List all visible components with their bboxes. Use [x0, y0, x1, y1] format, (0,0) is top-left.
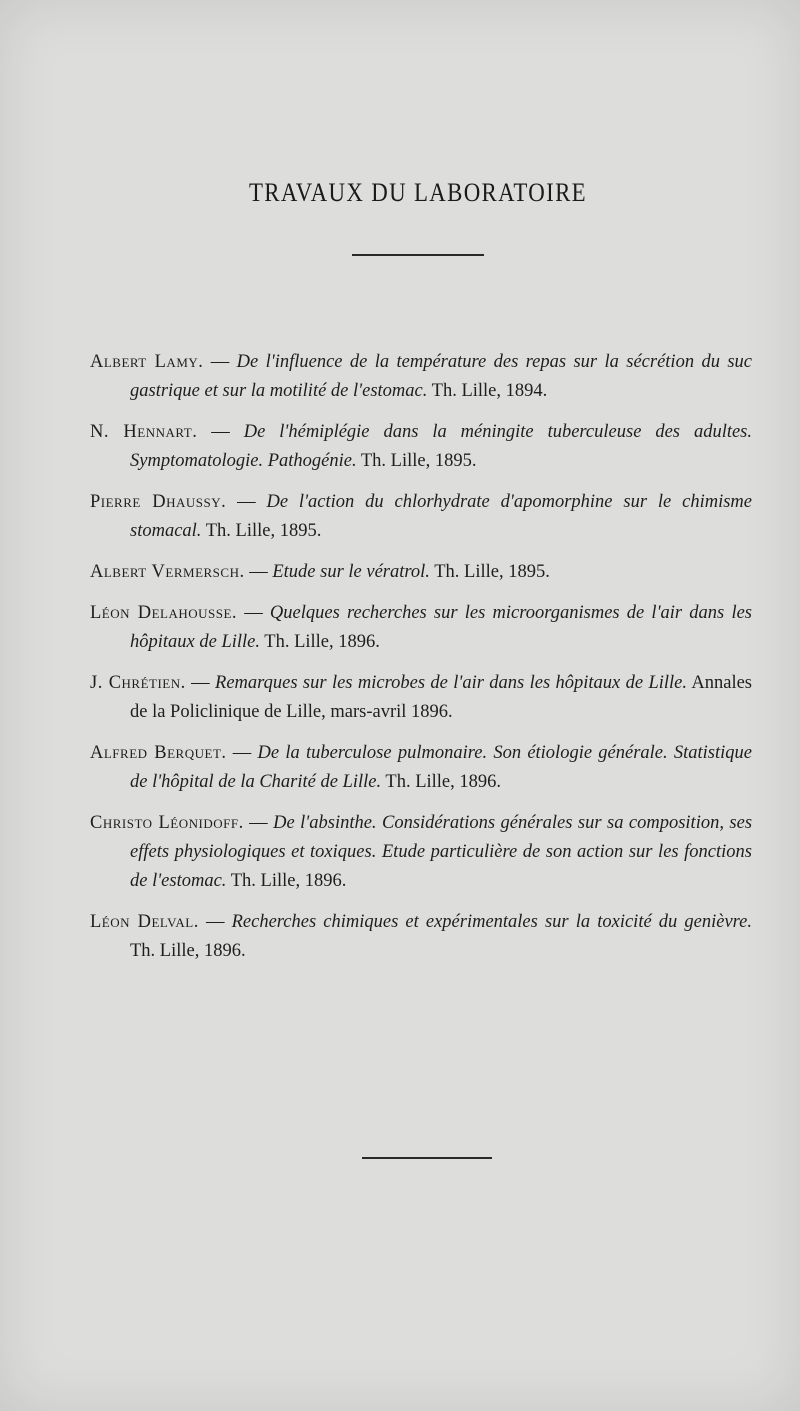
bibliography-entry: [90, 908, 752, 966]
entry-title: Remarques sur les microbes de l'air dans les hôpitaux de Lille.: [215, 673, 688, 693]
entry-author: Alfred Berquet.: [90, 743, 227, 763]
bibliography-entry: [90, 809, 752, 896]
entry-separator: —: [226, 743, 258, 763]
bibliography-entry: [90, 739, 752, 797]
entry-author: Albert Vermersch.: [90, 562, 245, 582]
entry-author: Léon Delval.: [90, 912, 199, 932]
entry-separator: —: [226, 492, 267, 512]
entry-separator: —: [197, 422, 244, 442]
entry-publication: Th. Lille, 1895.: [356, 451, 477, 471]
bibliography-entry: [90, 599, 752, 657]
entry-author: Albert Lamy.: [90, 352, 204, 372]
entry-title: Quelques recherches sur les microorganismes de l'air dans les hôpitaux de Lille.: [130, 603, 752, 652]
entry-title: De l'influence de la température des repas sur la sécrétion du suc gastrique et sur la motilité de l'estomac.: [130, 352, 752, 401]
entry-separator: —: [198, 912, 232, 932]
entry-title: De l'absinthe. Considérations générales sur sa composition, ses effets physiologiques et toxiques. Etude particulière de son action sur les fonctions de l'estomac.: [130, 813, 753, 891]
entry-separator: —: [244, 562, 273, 582]
bibliography-entry: [90, 488, 752, 546]
bibliography-entry: [90, 418, 752, 476]
bibliography-entry: [90, 558, 752, 587]
entry-title: De l'hémiplégie dans la méningite tuberculeuse des adultes. Symptomatologie. Pathogénie.: [130, 422, 753, 471]
entry-title: De la tuberculose pulmonaire. Son étiologie générale. Statistique de l'hôpital de la Charité de Lille.: [130, 743, 752, 792]
entry-publication: Th. Lille, 1894.: [427, 381, 548, 401]
bibliography-list: [90, 348, 752, 978]
entry-separator: —: [237, 603, 270, 623]
entry-title: Etude sur le vératrol.: [272, 562, 430, 582]
entry-publication: Th. Lille, 1896.: [260, 632, 380, 652]
entry-publication: Th. Lille, 1896.: [381, 772, 502, 792]
entry-author: Christo Léonidoff.: [90, 813, 244, 833]
entry-publication: Th. Lille, 1896.: [130, 941, 246, 961]
entry-author: N. Hennart.: [90, 422, 198, 442]
entry-author: Pierre Dhaussy.: [90, 492, 227, 512]
entry-separator: —: [243, 813, 274, 833]
entry-author: Léon Delahousse.: [90, 603, 238, 623]
title-divider: [352, 254, 484, 256]
entry-publication: Annales de la Policlinique de Lille, mars-avril 1896.: [130, 673, 753, 722]
entry-publication: Th. Lille, 1895.: [429, 562, 550, 582]
bibliography-entry: [90, 669, 752, 727]
entry-separator: —: [185, 673, 216, 693]
end-divider: [362, 1157, 492, 1159]
entry-publication: Th. Lille, 1895.: [201, 521, 322, 541]
page-title: TRAVAUX DU LABORATOIRE: [249, 178, 587, 207]
entry-title: Recherches chimiques et expérimentales sur la toxicité du genièvre.: [231, 912, 753, 932]
entry-publication: Th. Lille, 1896.: [226, 871, 347, 891]
bibliography-entry: [90, 348, 752, 406]
entry-author: J. Chrétien.: [90, 673, 186, 693]
entry-title: De l'action du chlorhydrate d'apomorphine sur le chimisme stomacal.: [130, 492, 752, 541]
entry-separator: —: [203, 352, 237, 372]
